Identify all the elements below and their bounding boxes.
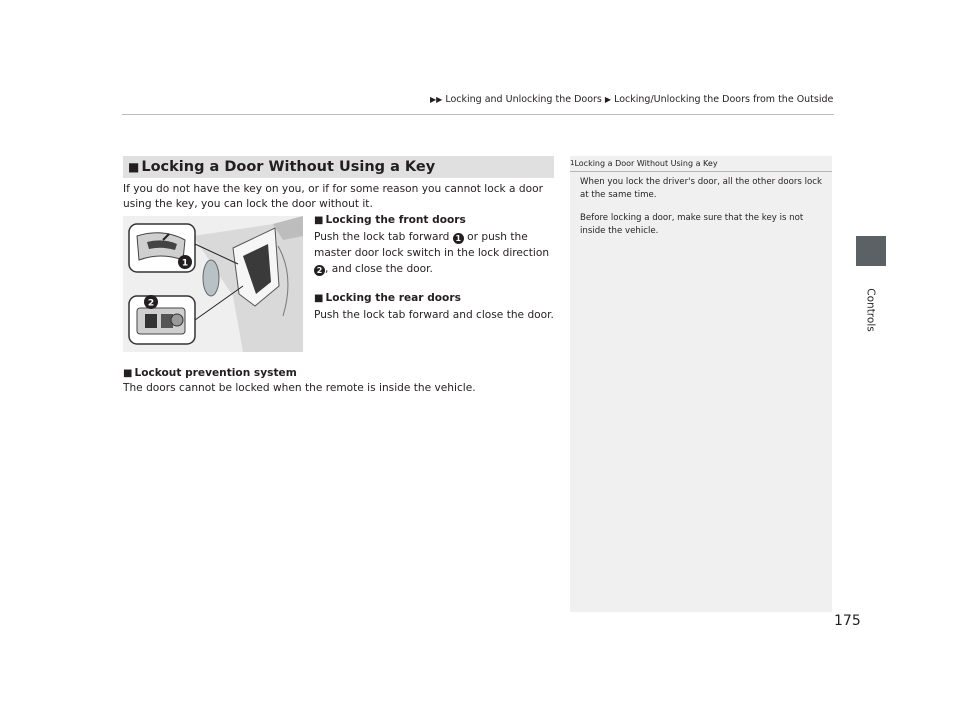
square-bullet-icon: ■ [123,368,133,379]
callout-1-icon: 1 [453,233,464,244]
breadcrumb [430,94,833,105]
front-doors-title: ■ Locking the front doors [314,214,466,226]
note-marker-icon: 1 [570,159,575,167]
section-heading: ■ Locking a Door Without Using a Key [123,156,554,178]
lockout-title: ■ Lockout prevention system [123,367,297,379]
chapter-label: Controls [865,288,877,332]
rear-doors-text: Push the lock tab forward and close the door. [314,309,554,321]
double-arrow-icon: ▶▶ [430,95,443,104]
arrow-icon: ▶ [604,95,612,104]
rear-doors-title: ■ Locking the rear doors [314,292,461,304]
front-doors-block [314,212,559,277]
square-bullet-icon: ■ [314,215,324,226]
lockout-block [123,366,563,396]
svg-text:2: 2 [147,298,155,309]
note-panel [570,156,832,612]
chapter-tab [856,236,886,266]
intro-paragraph: If you do not have the key on you, or if for some reason you cannot lock a door using the key, you can lock the door without it. [123,183,543,210]
header-rule [122,114,834,115]
square-bullet-icon: ■ [128,160,140,174]
svg-text:1: 1 [181,258,189,269]
note-paragraph: When you lock the driver's door, all the other doors lock at the same time. [580,177,822,200]
note-title: 1Locking a Door Without Using a Key [570,158,832,172]
rear-doors-block [314,290,559,323]
note-body [580,176,825,248]
page-number: 175 [834,613,861,629]
callout-2-icon: 2 [314,265,325,276]
front-doors-text: Push the lock tab forward 1 or push the master door lock switch in the lock direction 2 , and close the door. [314,231,550,275]
breadcrumb-item: Locking/Unlocking the Doors from the Outside [614,94,834,105]
breadcrumb-item: Locking and Unlocking the Doors [445,94,602,105]
lockout-text: The doors cannot be locked when the remote is inside the vehicle. [123,382,476,394]
square-bullet-icon: ■ [314,293,324,304]
note-paragraph: Before locking a door, make sure that the key is not inside the vehicle. [580,213,804,236]
door-lock-illustration [123,216,303,352]
